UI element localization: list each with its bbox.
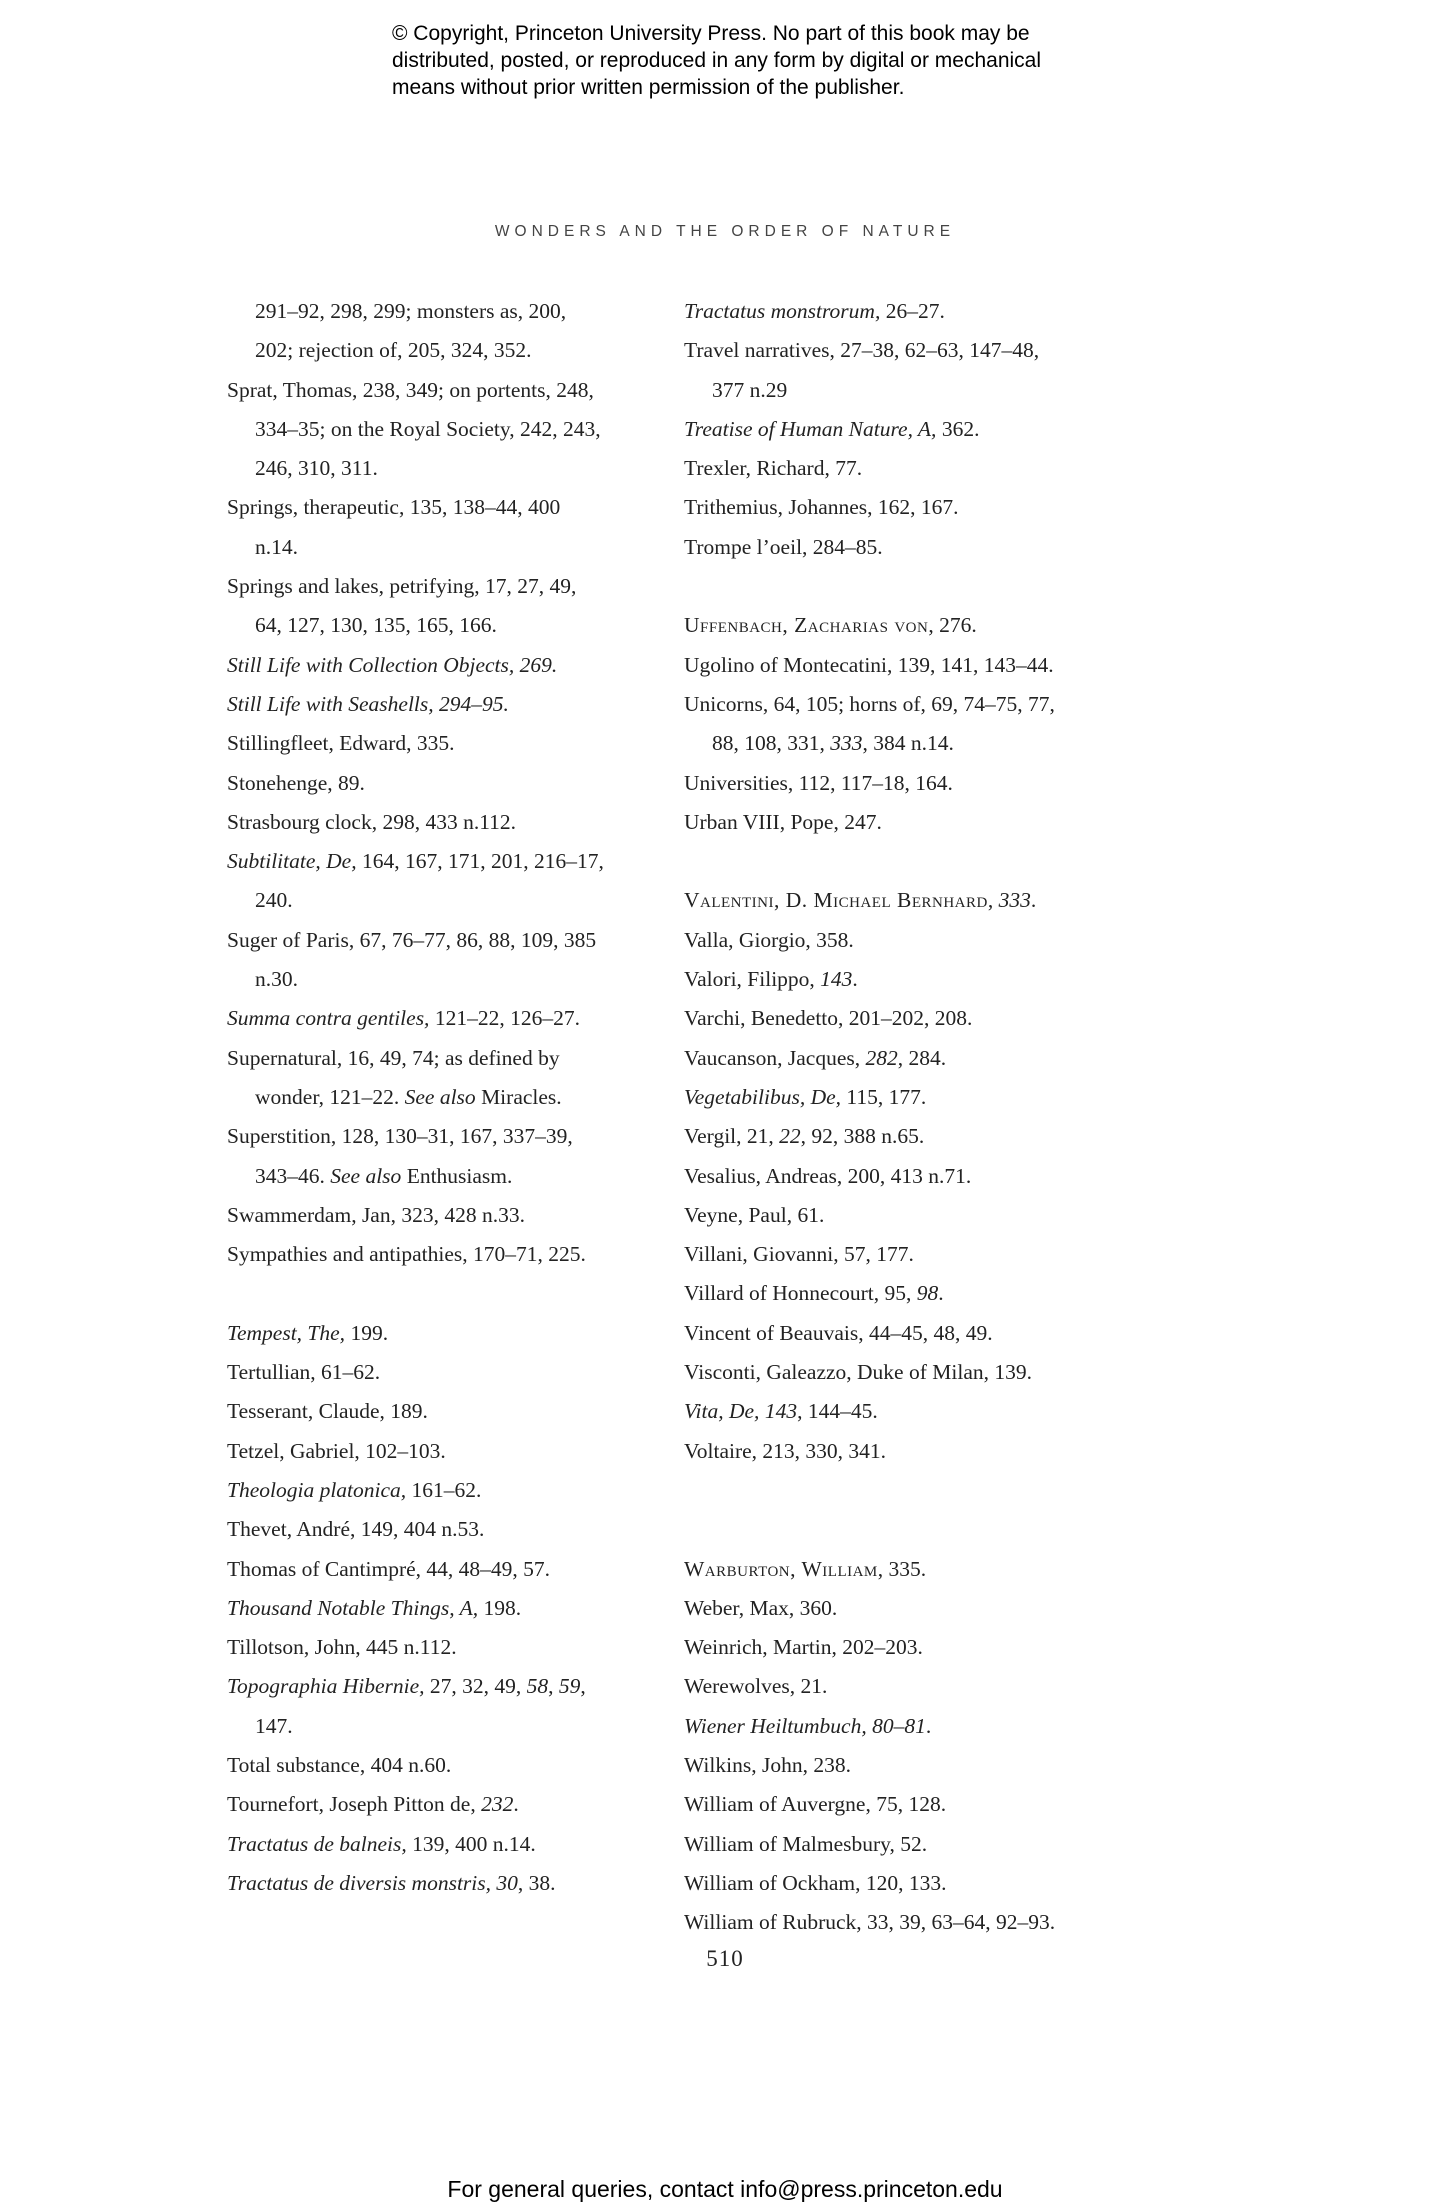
running-head: WONDERS AND THE ORDER OF NATURE [494, 223, 956, 240]
index-entry [227, 1825, 667, 1864]
index-entry [684, 1392, 1154, 1431]
index-entry [684, 528, 1154, 567]
index-text: 115, 177. [841, 1084, 927, 1109]
index-entry [227, 1589, 667, 1628]
index-entry [684, 1078, 1154, 1117]
index-italic-text: 59 [558, 1674, 581, 1699]
index-italic-text: Subtilitate, De, [227, 849, 357, 874]
index-entry-continuation [227, 410, 667, 449]
index-entry [684, 1903, 1154, 1942]
index-italic-text: Topographia Hibernie, [227, 1674, 425, 1699]
index-entry-continuation [227, 331, 667, 370]
copyright-line: © Copyright, Princeton University Press. No part of this book may be [392, 22, 1030, 45]
index-entry [227, 371, 667, 410]
index-text: Urban VIII, Pope, 247. [684, 809, 882, 834]
index-entry [684, 606, 1154, 645]
index-italic-text: See also [330, 1163, 402, 1188]
index-text: , 144–45. [797, 1399, 878, 1424]
index-text: Villard of Honnecourt, 95, [684, 1281, 917, 1306]
index-italic-text: 143 [764, 1399, 798, 1424]
index-entry [684, 1864, 1154, 1903]
index-entry [227, 1864, 667, 1903]
index-italic-text: Theologia platonica, [227, 1477, 407, 1502]
index-italic-text: 333 [830, 731, 863, 756]
index-italic-text: Tractatus de diversis monstris, [227, 1870, 491, 1895]
index-entry-continuation [227, 881, 667, 920]
index-text: Stonehenge, 89. [227, 770, 365, 795]
index-text: Tesserant, Claude, 189. [227, 1399, 428, 1424]
index-smallcaps-text: Warburton, William [684, 1556, 878, 1581]
index-entry [227, 842, 667, 881]
index-entry [684, 1039, 1154, 1078]
index-text: , 284. [897, 1045, 947, 1070]
index-entry [684, 449, 1154, 488]
index-text: Villani, Giovanni, 57, 177. [684, 1242, 914, 1267]
copyright-line: means without prior written permission of the publisher. [392, 76, 905, 99]
copyright-notice [392, 20, 1152, 101]
index-entry [684, 1628, 1154, 1667]
index-entry-continuation [227, 528, 667, 567]
index-text: 246, 310, 311. [255, 456, 378, 481]
index-entry [227, 1667, 667, 1706]
index-text: n.30. [255, 967, 298, 992]
index-entry [227, 1353, 667, 1392]
index-entry [227, 1785, 667, 1824]
index-text: 27, 32, 49, [424, 1674, 527, 1699]
index-entry [684, 1432, 1154, 1471]
index-text: Total substance, 404 n.60. [227, 1752, 452, 1777]
index-entry [684, 1353, 1154, 1392]
index-text: . [925, 1713, 932, 1738]
index-entry-continuation [227, 1707, 667, 1746]
index-text: Strasbourg clock, 298, 433 n.112. [227, 809, 517, 834]
index-text: , 335. [877, 1556, 927, 1581]
index-entry [684, 685, 1154, 724]
index-text: Weinrich, Martin, 202–203. [684, 1635, 923, 1660]
index-entry-continuation [227, 292, 667, 331]
index-italic-text: 98 [916, 1281, 939, 1306]
index-entry-continuation [227, 960, 667, 999]
index-text: Stillingfleet, Edward, 335. [227, 731, 455, 756]
index-entry [684, 1785, 1154, 1824]
index-entry [227, 685, 667, 724]
index-text: 377 n.29 [712, 377, 788, 402]
index-entry [227, 1039, 667, 1078]
index-italic-text: 232 [481, 1792, 514, 1817]
index-italic-text: 80–81 [872, 1713, 926, 1738]
index-text: Tournefort, Joseph Pitton de, [227, 1792, 482, 1817]
index-column-right [684, 292, 1154, 1942]
index-italic-text: Vita, De, [684, 1399, 760, 1424]
index-text: Visconti, Galeazzo, Duke of Milan, 139. [684, 1360, 1032, 1385]
index-text: Unicorns, 64, 105; horns of, 69, 74–75, 77, [684, 691, 1055, 716]
index-text: Trithemius, Johannes, 162, 167. [684, 495, 959, 520]
index-smallcaps-text: Uffenbach, Zacharias von [684, 613, 929, 638]
index-italic-text: 30 [496, 1870, 518, 1895]
index-entry [227, 1314, 667, 1353]
index-entry [227, 567, 667, 606]
index-entry [684, 410, 1154, 449]
index-text: 164, 167, 171, 201, 216–17, [356, 849, 604, 874]
index-text: . [938, 1281, 944, 1306]
index-italic-text: 22 [779, 1124, 801, 1149]
index-entry [684, 331, 1154, 370]
index-text: 343–46. [255, 1163, 331, 1188]
index-text: Sympathies and antipathies, 170–71, 225. [227, 1242, 586, 1267]
index-text: William of Ockham, 120, 133. [684, 1870, 947, 1895]
index-entry [684, 1274, 1154, 1313]
index-entry [227, 1471, 667, 1510]
index-entry [684, 1746, 1154, 1785]
index-text: Superstition, 128, 130–31, 167, 337–39, [227, 1124, 573, 1149]
index-italic-text: 143 [820, 967, 853, 992]
index-text: . [852, 967, 858, 992]
index-entry [227, 1628, 667, 1667]
index-italic-text: 282 [865, 1045, 898, 1070]
index-spacer [684, 1471, 1154, 1510]
index-text: Suger of Paris, 67, 76–77, 86, 88, 109, 385 [227, 927, 597, 952]
index-entry [684, 1589, 1154, 1628]
index-text: , 384 n.14. [862, 731, 954, 756]
index-entry [684, 881, 1154, 920]
index-italic-text: Treatise of Human Nature, A, [684, 416, 937, 441]
index-entry [684, 1157, 1154, 1196]
index-text: William of Auvergne, 75, 128. [684, 1792, 947, 1817]
index-entry [227, 803, 667, 842]
index-text: Ugolino of Montecatini, 139, 141, 143–44. [684, 652, 1054, 677]
index-entry [684, 1314, 1154, 1353]
index-entry [227, 724, 667, 763]
index-entry [227, 1392, 667, 1431]
index-entry [227, 1432, 667, 1471]
index-spacer [684, 842, 1154, 881]
index-text: Varchi, Benedetto, 201–202, 208. [684, 1006, 973, 1031]
index-entry-continuation [227, 606, 667, 645]
index-entry [227, 1510, 667, 1549]
index-entry [684, 960, 1154, 999]
index-text: 291–92, 298, 299; monsters as, 200, [255, 299, 567, 323]
index-text: Trexler, Richard, 77. [684, 456, 863, 481]
index-italic-text: 333 [998, 888, 1031, 913]
index-entry-continuation [227, 449, 667, 488]
index-entry [684, 1707, 1154, 1746]
index-text: 202; rejection of, 205, 324, 352. [255, 338, 532, 363]
index-entry-continuation [684, 371, 1154, 410]
index-text: Travel narratives, 27–38, 62–63, 147–48, [684, 338, 1040, 363]
index-text: Sprat, Thomas, 238, 349; on portents, 248, [227, 377, 594, 402]
index-entry [684, 1667, 1154, 1706]
index-entry [227, 1196, 667, 1235]
index-entry [684, 1825, 1154, 1864]
index-text: Voltaire, 213, 330, 341. [684, 1438, 887, 1463]
index-text: 198. [478, 1595, 522, 1620]
index-text: 334–35; on the Royal Society, 242, 243, [255, 416, 601, 441]
index-text: Universities, 112, 117–18, 164. [684, 770, 953, 795]
index-text: Vaucanson, Jacques, [684, 1045, 866, 1070]
index-smallcaps-text: Valentini, D. Michael Bernhard [684, 888, 988, 913]
index-text: Werewolves, 21. [684, 1674, 828, 1699]
index-entry [684, 1550, 1154, 1589]
index-entry [684, 803, 1154, 842]
index-text: William of Rubruck, 33, 39, 63–64, 92–93. [684, 1910, 1056, 1935]
index-text: Vergil, 21, [684, 1124, 780, 1149]
index-text: , 38. [517, 1870, 556, 1895]
index-entry [227, 1550, 667, 1589]
index-text: Miracles. [475, 1084, 562, 1109]
index-text: Tetzel, Gabriel, 102–103. [227, 1438, 446, 1463]
index-entry [684, 764, 1154, 803]
index-italic-text: 58 [526, 1674, 549, 1699]
index-text: Wilkins, John, 238. [684, 1752, 851, 1777]
index-text: Weber, Max, 360. [684, 1595, 838, 1620]
index-text: William of Malmesbury, 52. [684, 1831, 928, 1856]
index-text: . [1030, 888, 1037, 913]
footer-contact: For general queries, contact info@press.princeton.edu [447, 2176, 1003, 2202]
index-entry [227, 646, 667, 685]
index-italic-text: See also [404, 1084, 476, 1109]
index-entry [684, 999, 1154, 1038]
index-text: Springs and lakes, petrifying, 17, 27, 49, [227, 574, 577, 599]
index-text: Springs, therapeutic, 135, 138–44, 400 [227, 495, 561, 520]
index-spacer [227, 1274, 667, 1313]
index-entry [684, 1196, 1154, 1235]
index-text: , [987, 888, 999, 913]
index-entry [684, 1235, 1154, 1274]
index-italic-text: Still Life with Collection Objects, 269. [227, 652, 558, 677]
index-entry [227, 1117, 667, 1156]
index-entry [227, 1235, 667, 1274]
index-text: 64, 127, 130, 135, 165, 166. [255, 613, 497, 638]
index-text: Vincent of Beauvais, 44–45, 48, 49. [684, 1320, 993, 1345]
index-entry [227, 764, 667, 803]
index-italic-text: Wiener Heiltumbuch, [684, 1713, 867, 1738]
index-entry-continuation [684, 724, 1154, 763]
index-text: 161–62. [406, 1477, 482, 1502]
index-text: , 276. [928, 613, 977, 638]
index-entry [684, 646, 1154, 685]
index-text: Valori, Filippo, [684, 967, 821, 992]
index-text: Thomas of Cantimpré, 44, 48–49, 57. [227, 1556, 551, 1581]
index-entry-continuation [227, 1078, 667, 1117]
index-entry [684, 292, 1154, 331]
index-text: Vesalius, Andreas, 200, 413 n.71. [684, 1163, 972, 1188]
index-text: 88, 108, 331, [712, 731, 831, 756]
index-italic-text: Tempest, The, [227, 1320, 346, 1345]
index-text: 139, 400 n.14. [406, 1831, 536, 1856]
index-text: . [513, 1792, 519, 1817]
index-entry [684, 921, 1154, 960]
index-italic-text: Thousand Notable Things, A, [227, 1595, 479, 1620]
index-text: , [548, 1674, 559, 1699]
copyright-line: distributed, posted, or reproduced in any form by digital or mechanical [392, 49, 1042, 72]
index-text: Supernatural, 16, 49, 74; as defined by [227, 1045, 560, 1070]
index-entry [227, 1746, 667, 1785]
page-number: 510 [706, 1946, 744, 1971]
index-entry [227, 488, 667, 527]
index-text: 240. [255, 888, 293, 913]
index-text: 121–22, 126–27. [429, 1006, 580, 1031]
index-text: , [580, 1674, 586, 1699]
index-text: Veyne, Paul, 61. [684, 1202, 825, 1227]
index-italic-text: Still Life with Seashells, 294–95. [227, 691, 509, 716]
index-italic-text: Summa contra gentiles, [227, 1006, 430, 1031]
index-entry [684, 488, 1154, 527]
index-entry [227, 999, 667, 1038]
index-entry [227, 921, 667, 960]
index-text: 147. [255, 1713, 293, 1738]
index-text: Thevet, André, 149, 404 n.53. [227, 1517, 485, 1542]
index-text: Valla, Giorgio, 358. [684, 927, 854, 952]
index-spacer [684, 567, 1154, 606]
index-text: Tillotson, John, 445 n.112. [227, 1635, 457, 1660]
index-text: Enthusiasm. [401, 1163, 513, 1188]
index-entry-continuation [227, 1157, 667, 1196]
index-text: Swammerdam, Jan, 323, 428 n.33. [227, 1202, 525, 1227]
index-text: , 92, 388 n.65. [800, 1124, 925, 1149]
index-text: Tertullian, 61–62. [227, 1360, 381, 1385]
index-text: wonder, 121–22. [255, 1084, 405, 1109]
index-italic-text: Tractatus de balneis, [227, 1831, 407, 1856]
index-text: Trompe l’oeil, 284–85. [684, 534, 883, 559]
index-text: n.14. [255, 534, 298, 559]
index-italic-text: Vegetabilibus, De, [684, 1084, 842, 1109]
index-italic-text: Tractatus monstrorum, [684, 299, 881, 323]
index-text: 199. [345, 1320, 389, 1345]
index-entry [684, 1117, 1154, 1156]
index-column-left [227, 292, 667, 1903]
index-text: 26–27. [880, 299, 945, 323]
index-text: 362. [936, 416, 980, 441]
index-spacer [684, 1510, 1154, 1549]
